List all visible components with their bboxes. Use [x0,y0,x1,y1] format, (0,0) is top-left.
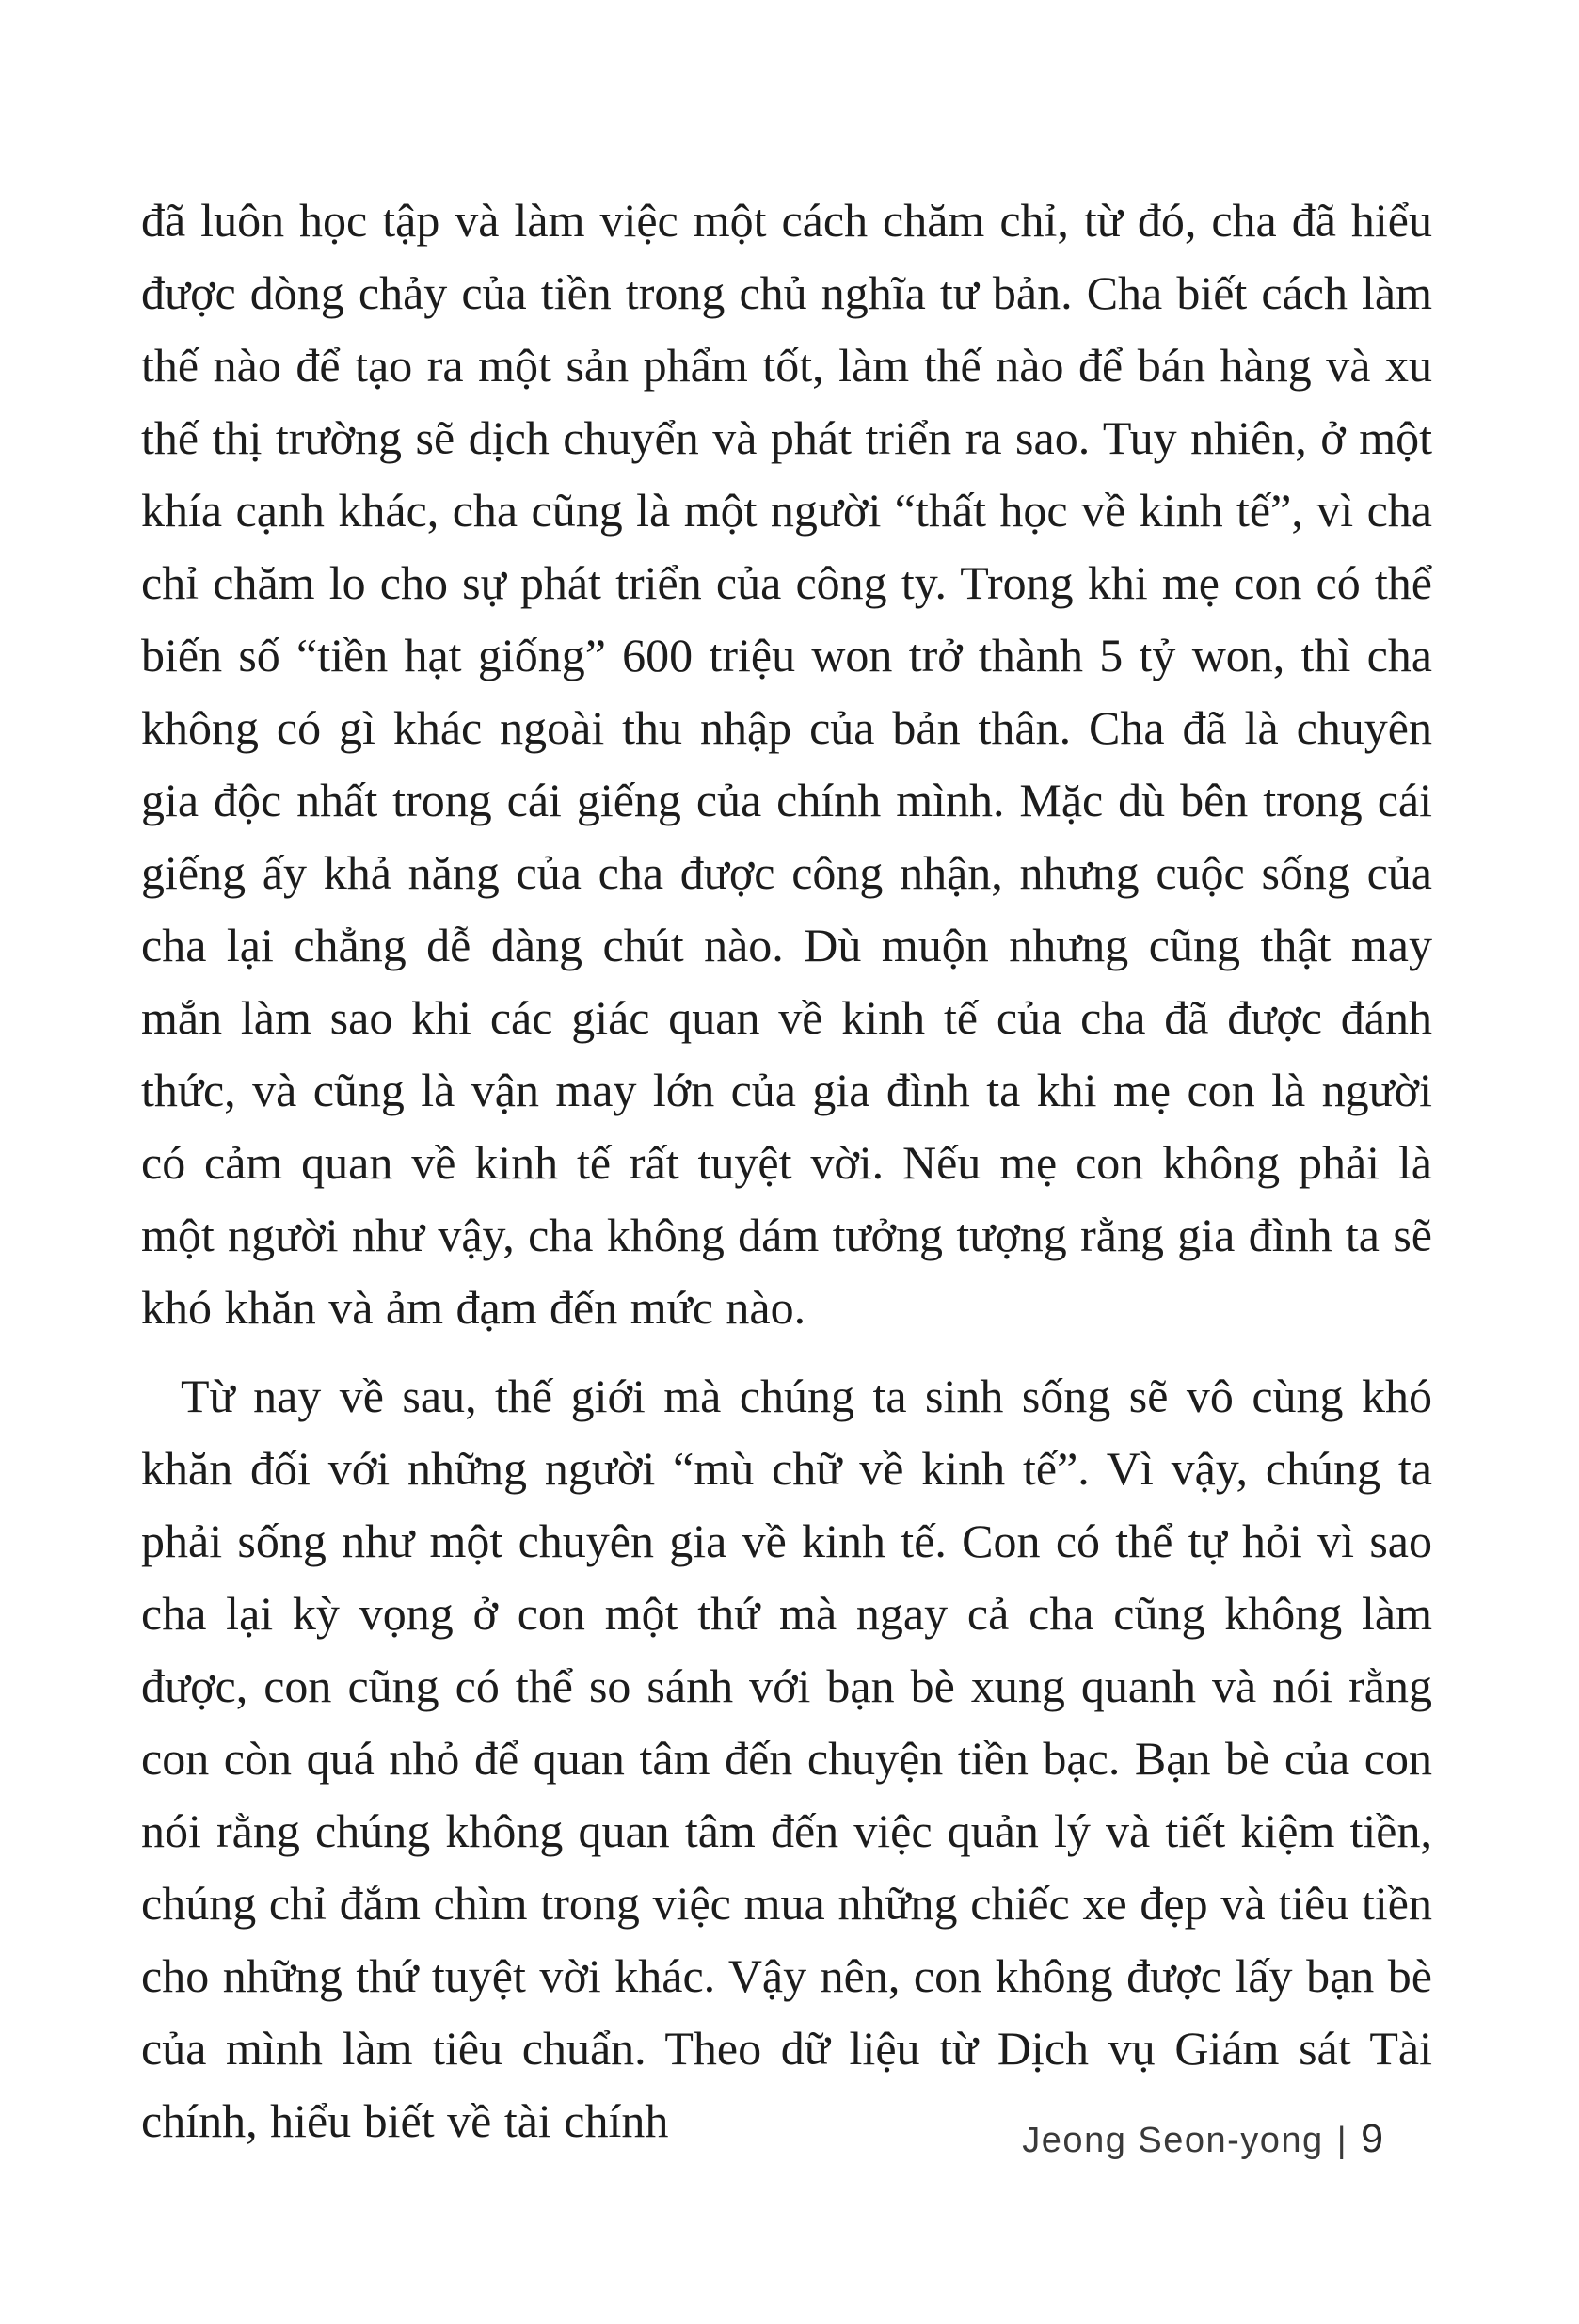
footer-author: Jeong Seon-yong [1022,2121,1324,2160]
paragraph-continuation: đã luôn học tập và làm việc một cách chăm chỉ, từ đó, cha đã hiểu được dòng chảy của tiền trong chủ nghĩa tư bản. Cha biết cách làm thế nào để tạo ra một sản phẩm tốt, làm thế nào để bán hàng và xu thế thị trường sẽ dịch chuyển và phát triển ra sao. Tuy nhiên, ở một khía cạnh khác, cha cũng là một người “thất học về kinh tế”, vì cha chỉ chăm lo cho sự phát triển của công ty. Trong khi mẹ con có thể biến số “tiền hạt giống” 600 triệu won trở thành 5 tỷ won, thì cha không có gì khác ngoài thu nhập của bản thân. Cha đã là chuyên gia độc nhất trong cái giếng của chính mình. Mặc dù bên trong cái giếng ấy khả năng của cha được công nhận, nhưng cuộc sống của cha lại chẳng dễ dàng chút nào. Dù muộn nhưng cũng thật may mắn làm sao khi các giác quan về kinh tế của cha đã được đánh thức, và cũng là vận may lớn của gia đình ta khi mẹ con là người có cảm quan về kinh tế rất tuyệt vời. Nếu mẹ con không phải là một người như vậy, cha không dám tưởng tượng rằng gia đình ta sẽ khó khăn và ảm đạm đến mức nào. [141,194,1432,1334]
page-body-text [141,184,1432,2157]
footer-separator: | [1336,2121,1348,2160]
page-number: 9 [1361,2116,1383,2161]
paragraph-second: Từ nay về sau, thế giới mà chúng ta sinh sống sẽ vô cùng khó khăn đối với những người “mù chữ về kinh tế”. Vì vậy, chúng ta phải sống như một chuyên gia về kinh tế. Con có thể tự hỏi vì sao cha lại kỳ vọng ở con một thứ mà ngay cả cha cũng không làm được, con cũng có thể so sánh với bạn bè xung quanh và nói rằng con còn quá nhỏ để quan tâm đến chuyện tiền bạc. Bạn bè của con nói rằng chúng không quan tâm đến việc quản lý và tiết kiệm tiền, chúng chỉ đắm chìm trong việc mua những chiếc xe đẹp và tiêu tiền cho những thứ tuyệt vời khác. Vậy nên, con không được lấy bạn bè của mình làm tiêu chuẩn. Theo dữ liệu từ Dịch vụ Giám sát Tài chính, hiểu biết về tài chính [141,1370,1432,2147]
page-footer [1022,2116,1383,2162]
